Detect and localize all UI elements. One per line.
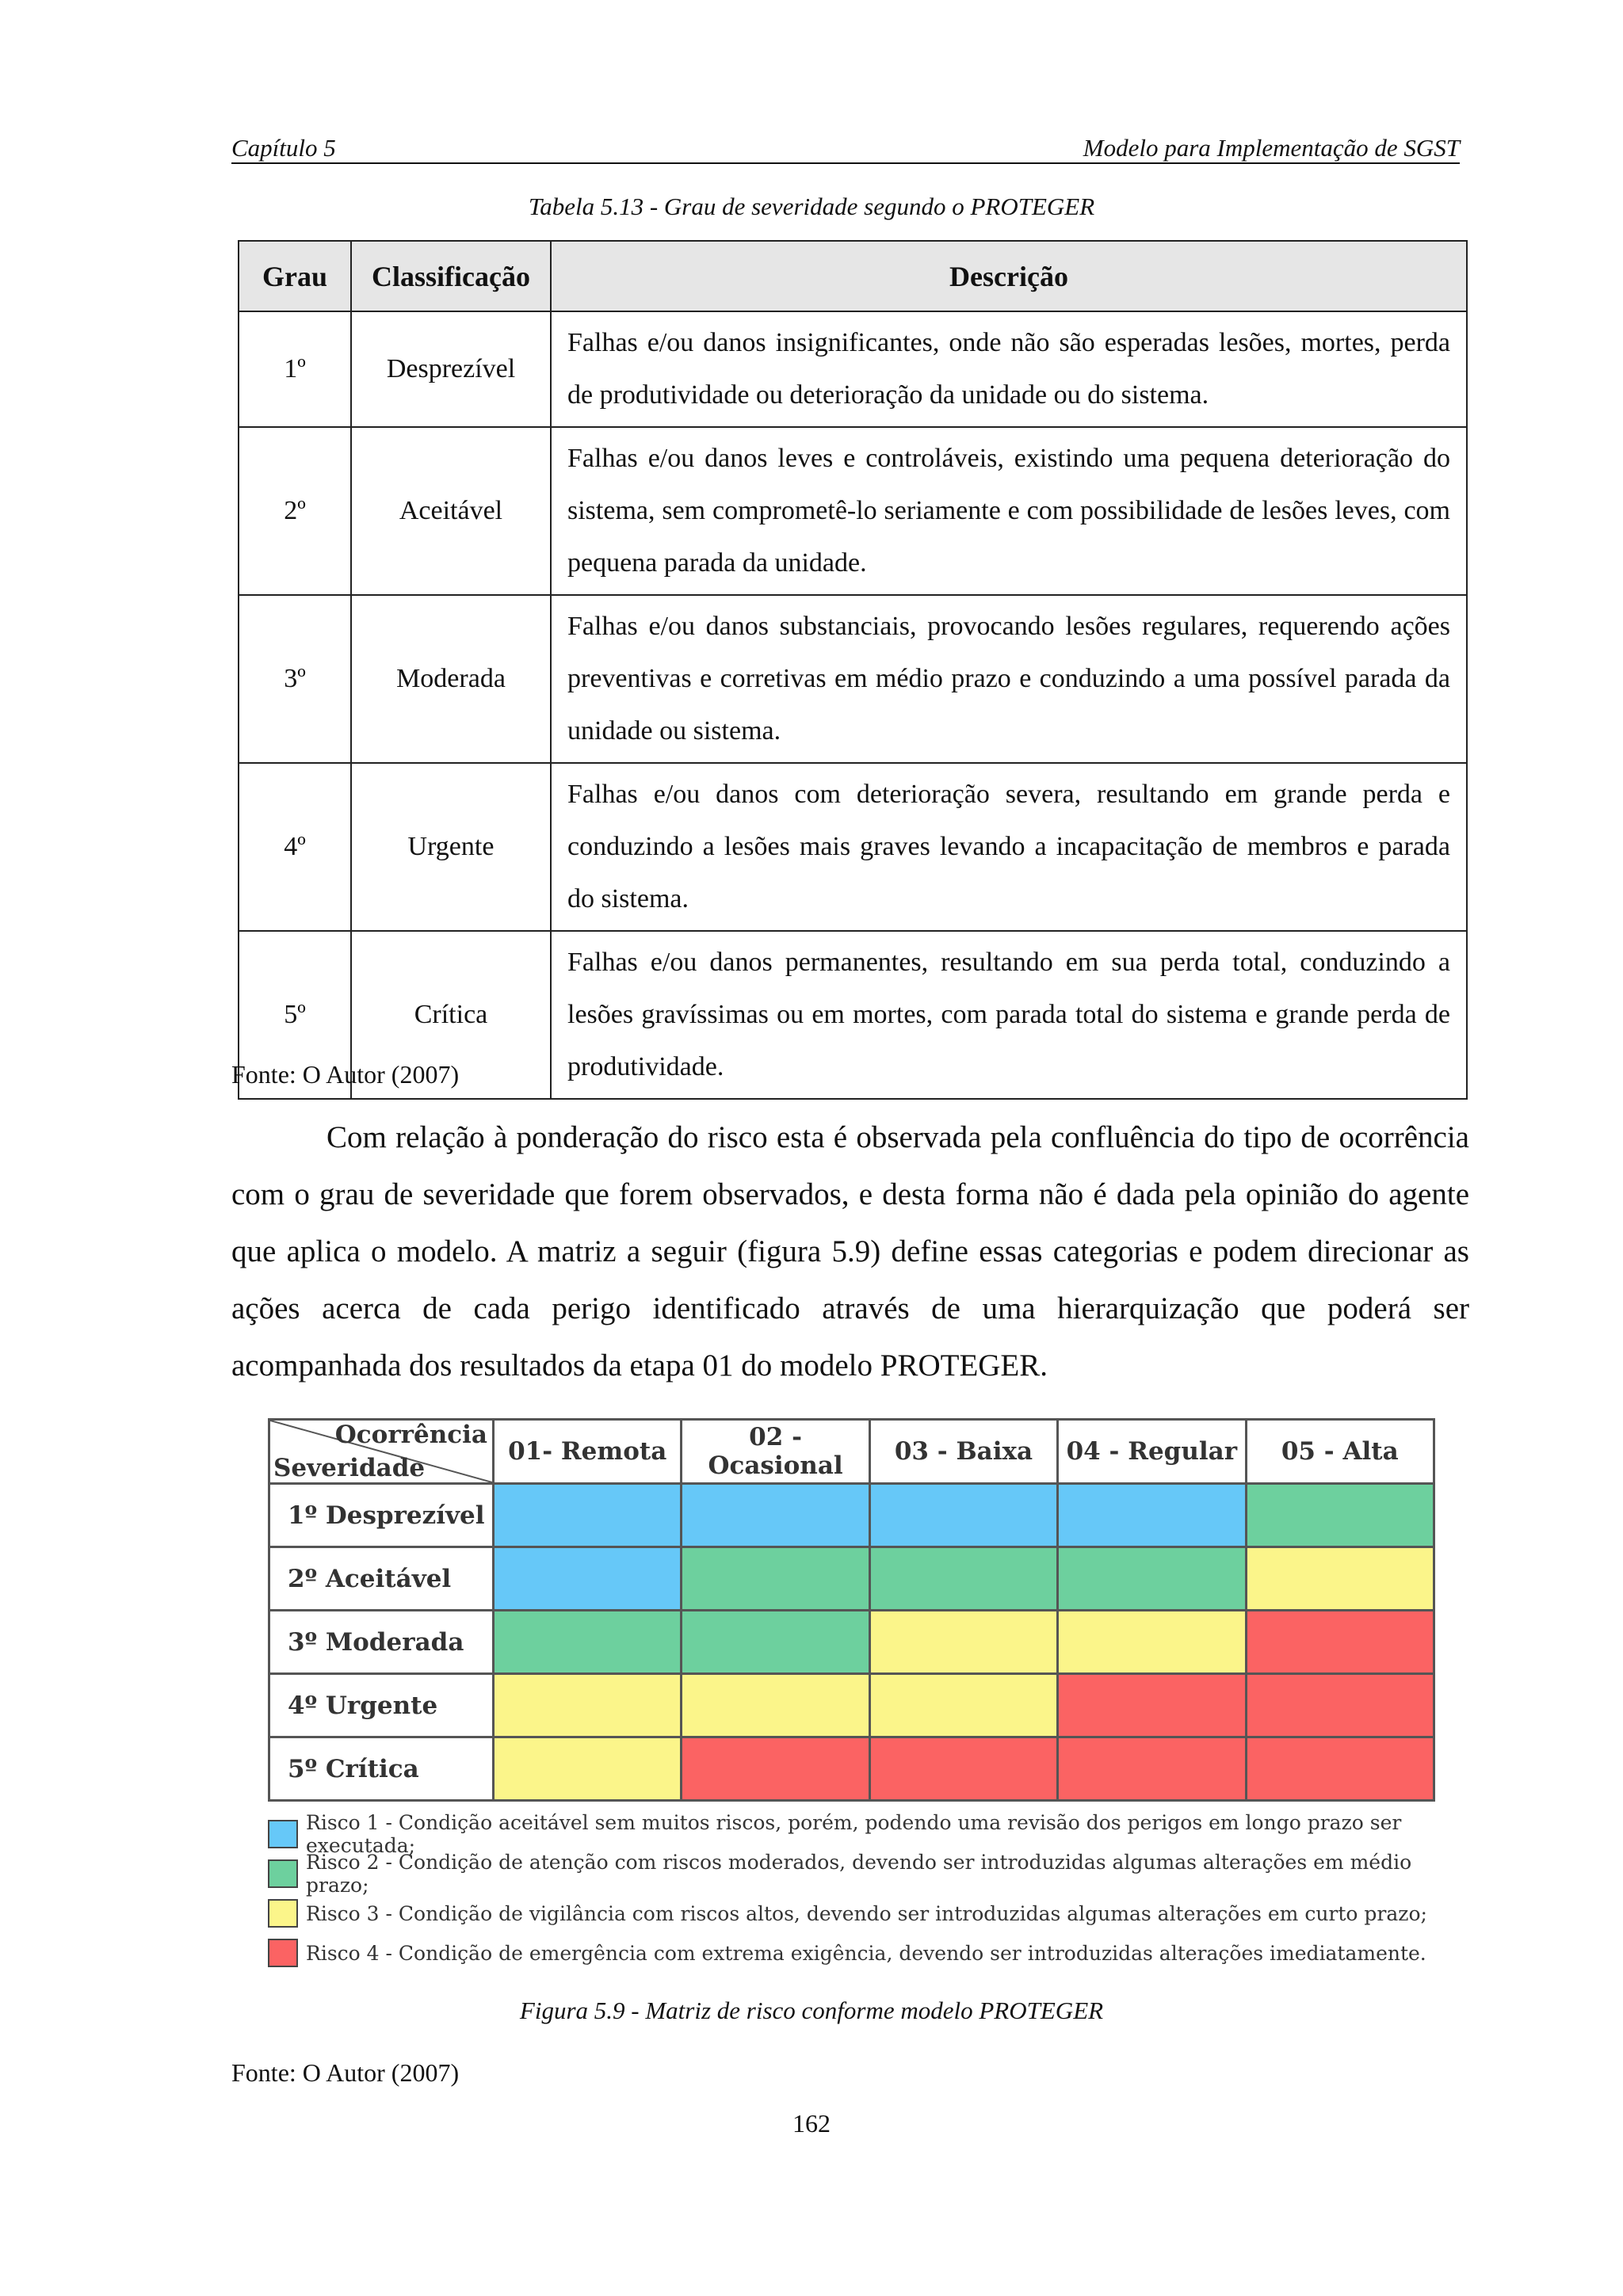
legend-swatch: [268, 1859, 298, 1888]
matrix-row: [269, 1547, 1434, 1611]
legend-text: Risco 1 - Condição aceitável sem muitos riscos, porém, podendo uma revisão dos perigos em longo prazo ser executada;: [306, 1811, 1402, 1857]
risk-cell: [869, 1611, 1057, 1674]
classificacao-cell: Aceitável: [351, 427, 551, 595]
matrix-row-label: 3º Moderada: [269, 1611, 494, 1674]
legend-swatch: [268, 1939, 298, 1967]
section-label: Modelo para Implementação de SGST: [1083, 134, 1460, 162]
matrix-header-row: [269, 1420, 1434, 1484]
table-row: [239, 595, 1467, 763]
column-header-grau: Grau: [239, 241, 351, 311]
matrix-column-header: 03 - Baixa: [869, 1420, 1057, 1484]
risk-cell: [1058, 1484, 1246, 1547]
paragraph-text: Com relação à ponderação do risco esta é observada pela confluência do tipo de ocorrência com o grau de severidade que forem observados, e desta forma não é dada pela opinião do agente que aplica o modelo. A matriz a seguir (figura 5.9) define essas categorias e podem direcionar as ações acerca de cada perigo identificado através de uma hierarquização que poderá ser acompanhada dos resultados da etapa 01 do modelo PROTEGER.: [231, 1120, 1469, 1383]
risk-cell: [869, 1547, 1057, 1611]
risk-matrix-figure: [268, 1418, 1435, 1973]
classificacao-cell: Crítica: [351, 931, 551, 1099]
risk-cell: [1246, 1484, 1434, 1547]
legend-item: [268, 1933, 1435, 1973]
legend-text: Risco 3 - Condição de vigilância com riscos altos, devendo ser introduzidas algumas alterações em curto prazo;: [306, 1901, 1427, 1925]
descricao-cell: Falhas e/ou danos permanentes, resultando em sua perda total, conduzindo a lesões gravíssimas ou em mortes, com parada total do sistema e grande perda de produtividade.: [551, 931, 1467, 1099]
risk-matrix: [268, 1418, 1435, 1802]
risk-cell: [494, 1674, 682, 1737]
grau-cell: 5º: [239, 931, 351, 1099]
figure-caption: Figura 5.9 - Matriz de risco conforme modelo PROTEGER: [519, 1997, 1104, 2024]
legend-swatch: [268, 1899, 298, 1928]
body-paragraph: [231, 1109, 1469, 1394]
grau-cell: 4º: [239, 763, 351, 931]
descricao-cell: Falhas e/ou danos com deterioração severa, resultando em grande perda e conduzindo a lesões mais graves levando a incapacitação de membros e parada do sistema.: [551, 763, 1467, 931]
risk-cell: [1246, 1611, 1434, 1674]
matrix-row: [269, 1674, 1434, 1737]
matrix-row: [269, 1484, 1434, 1547]
risk-cell: [682, 1674, 869, 1737]
legend-item: [268, 1811, 1435, 1857]
matrix-row: [269, 1611, 1434, 1674]
matrix-column-header: 05 - Alta: [1246, 1420, 1434, 1484]
risk-cell: [869, 1484, 1057, 1547]
risk-cell: [1246, 1547, 1434, 1611]
table-row: [239, 311, 1467, 427]
matrix-corner: [269, 1420, 494, 1484]
legend-swatch: [268, 1820, 298, 1848]
page-header: [231, 131, 1460, 164]
chapter-label: Capítulo 5: [231, 134, 336, 162]
risk-cell: [1058, 1674, 1246, 1737]
severity-table-header: [239, 241, 1467, 311]
risk-cell: [494, 1611, 682, 1674]
risk-cell: [1058, 1737, 1246, 1801]
risk-cell: [869, 1674, 1057, 1737]
risk-cell: [1246, 1674, 1434, 1737]
risk-cell: [682, 1611, 869, 1674]
grau-cell: 3º: [239, 595, 351, 763]
risk-cell: [494, 1547, 682, 1611]
classificacao-cell: Moderada: [351, 595, 551, 763]
table-row: [239, 427, 1467, 595]
risk-cell: [494, 1737, 682, 1801]
risk-cell: [1246, 1737, 1434, 1801]
descricao-cell: Falhas e/ou danos substanciais, provocando lesões regulares, requerendo ações preventivas e corretivas em médio prazo e conduzindo a uma possível parada da unidade ou sistema.: [551, 595, 1467, 763]
descricao-cell: Falhas e/ou danos insignificantes, onde não são esperadas lesões, mortes, perda de produtividade ou deterioração da unidade ou do sistema.: [551, 311, 1467, 427]
matrix-row-label: 4º Urgente: [269, 1674, 494, 1737]
legend-text: Risco 2 - Condição de atenção com riscos moderados, devendo ser introduzidas algumas alterações em médio prazo;: [306, 1851, 1412, 1897]
matrix-row-label: 5º Crítica: [269, 1737, 494, 1801]
matrix-column-header: 01- Remota: [494, 1420, 682, 1484]
corner-severidade-label: Severidade: [273, 1454, 426, 1482]
table-row: [239, 763, 1467, 931]
legend-item: [268, 1894, 1435, 1933]
matrix-legend: [268, 1811, 1435, 1973]
legend-item: [268, 1851, 1435, 1897]
descricao-cell: Falhas e/ou danos leves e controláveis, existindo uma pequena deterioração do sistema, sem comprometê-lo seriamente e com possibilidade de lesões leves, com pequena parada da unidade.: [551, 427, 1467, 595]
page-number: 162: [792, 2109, 831, 2138]
risk-cell: [869, 1737, 1057, 1801]
grau-cell: 1º: [239, 311, 351, 427]
column-header-classificacao: Classificação: [351, 241, 551, 311]
risk-cell: [1058, 1611, 1246, 1674]
table-caption: Tabela 5.13 - Grau de severidade segundo o PROTEGER: [528, 193, 1095, 220]
matrix-column-header: 02 - Ocasional: [682, 1420, 869, 1484]
legend-text: Risco 4 - Condição de emergência com extrema exigência, devendo ser introduzidas alterações imediatamente.: [306, 1941, 1426, 1965]
risk-cell: [682, 1547, 869, 1611]
grau-cell: 2º: [239, 427, 351, 595]
corner-ocorrencia-label: Ocorrência: [334, 1421, 487, 1449]
classificacao-cell: Desprezível: [351, 311, 551, 427]
figure-source: Fonte: O Autor (2007): [231, 2058, 460, 2087]
risk-cell: [682, 1484, 869, 1547]
matrix-row: [269, 1737, 1434, 1801]
matrix-row-label: 1º Desprezível: [269, 1484, 494, 1547]
severity-table: [238, 240, 1468, 1100]
table-source: Fonte: O Autor (2007): [231, 1060, 460, 1089]
classificacao-cell: Urgente: [351, 763, 551, 931]
matrix-column-header: 04 - Regular: [1058, 1420, 1246, 1484]
column-header-descricao: Descrição: [551, 241, 1467, 311]
matrix-row-label: 2º Aceitável: [269, 1547, 494, 1611]
risk-cell: [494, 1484, 682, 1547]
risk-cell: [1058, 1547, 1246, 1611]
risk-cell: [682, 1737, 869, 1801]
